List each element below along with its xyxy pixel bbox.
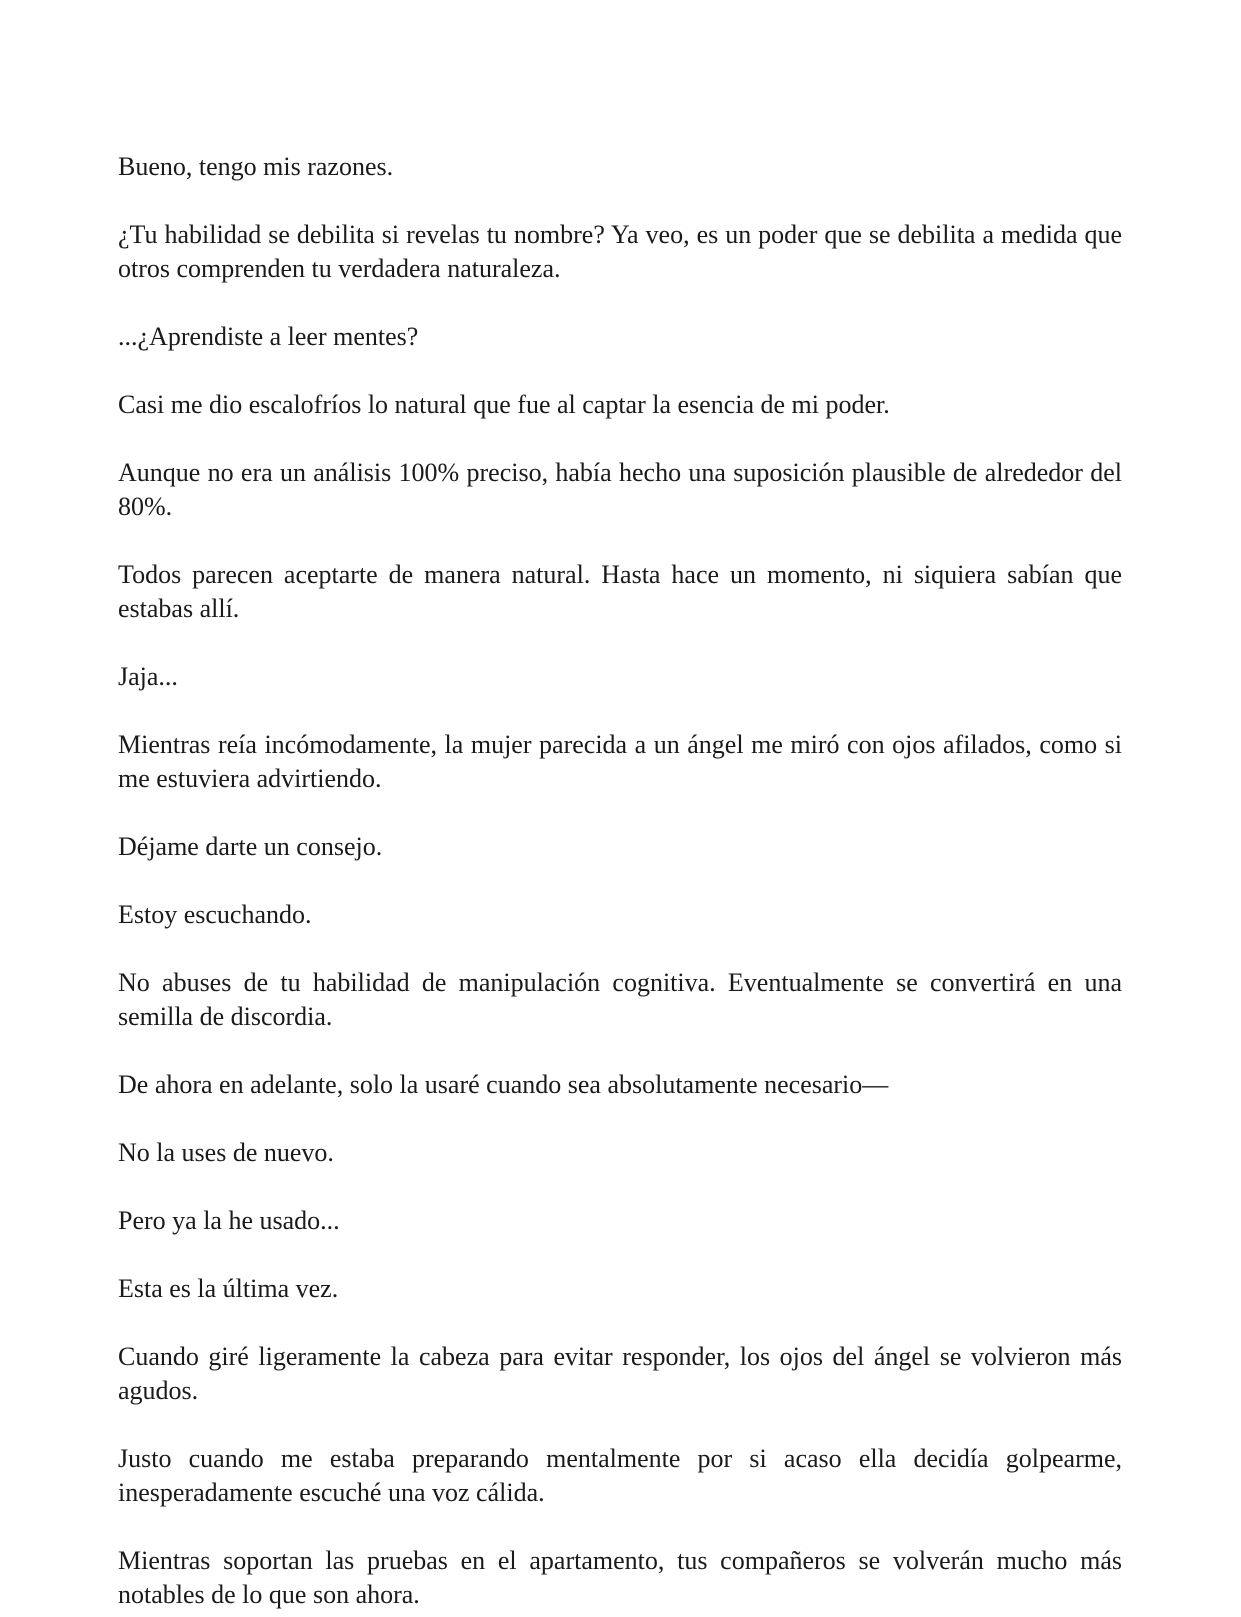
- paragraph: Aunque no era un análisis 100% preciso, había hecho una suposición plausible de alrededor del 80%.: [118, 458, 1122, 521]
- paragraph: Casi me dio escalofríos lo natural que fue al captar la esencia de mi poder.: [118, 390, 890, 419]
- paragraph: De ahora en adelante, solo la usaré cuando sea absolutamente necesario—: [118, 1070, 889, 1099]
- paragraph: Mientras reía incómodamente, la mujer parecida a un ángel me miró con ojos afilados, como si me estuviera advirtiendo.: [118, 730, 1122, 793]
- paragraph: No la uses de nuevo.: [118, 1138, 334, 1167]
- paragraph: Mientras soportan las pruebas en el apartamento, tus compañeros se volverán mucho más notables de lo que son ahora.: [118, 1546, 1122, 1609]
- paragraph: ¿Tu habilidad se debilita si revelas tu nombre? Ya veo, es un poder que se debilita a medida que otros comprenden tu verdadera naturaleza.: [118, 220, 1122, 283]
- paragraph: Todos parecen aceptarte de manera natural. Hasta hace un momento, ni siquiera sabían que estabas allí.: [118, 560, 1122, 623]
- paragraph: No abuses de tu habilidad de manipulación cognitiva. Eventualmente se convertirá en una semilla de discordia.: [118, 968, 1122, 1031]
- paragraph: Bueno, tengo mis razones.: [118, 152, 394, 181]
- document-body: [118, 150, 1122, 1617]
- paragraph: Esta es la última vez.: [118, 1274, 339, 1303]
- paragraph: Cuando giré ligeramente la cabeza para evitar responder, los ojos del ángel se volvieron más agudos.: [118, 1342, 1122, 1405]
- paragraph: Jaja...: [118, 662, 178, 691]
- paragraph: ...¿Aprendiste a leer mentes?: [118, 322, 419, 351]
- paragraph: Pero ya la he usado...: [118, 1206, 340, 1235]
- paragraph: Estoy escuchando.: [118, 900, 312, 929]
- paragraph: Justo cuando me estaba preparando mentalmente por si acaso ella decidía golpearme, inesperadamente escuché una voz cálida.: [118, 1444, 1122, 1507]
- paragraph: Déjame darte un consejo.: [118, 832, 383, 861]
